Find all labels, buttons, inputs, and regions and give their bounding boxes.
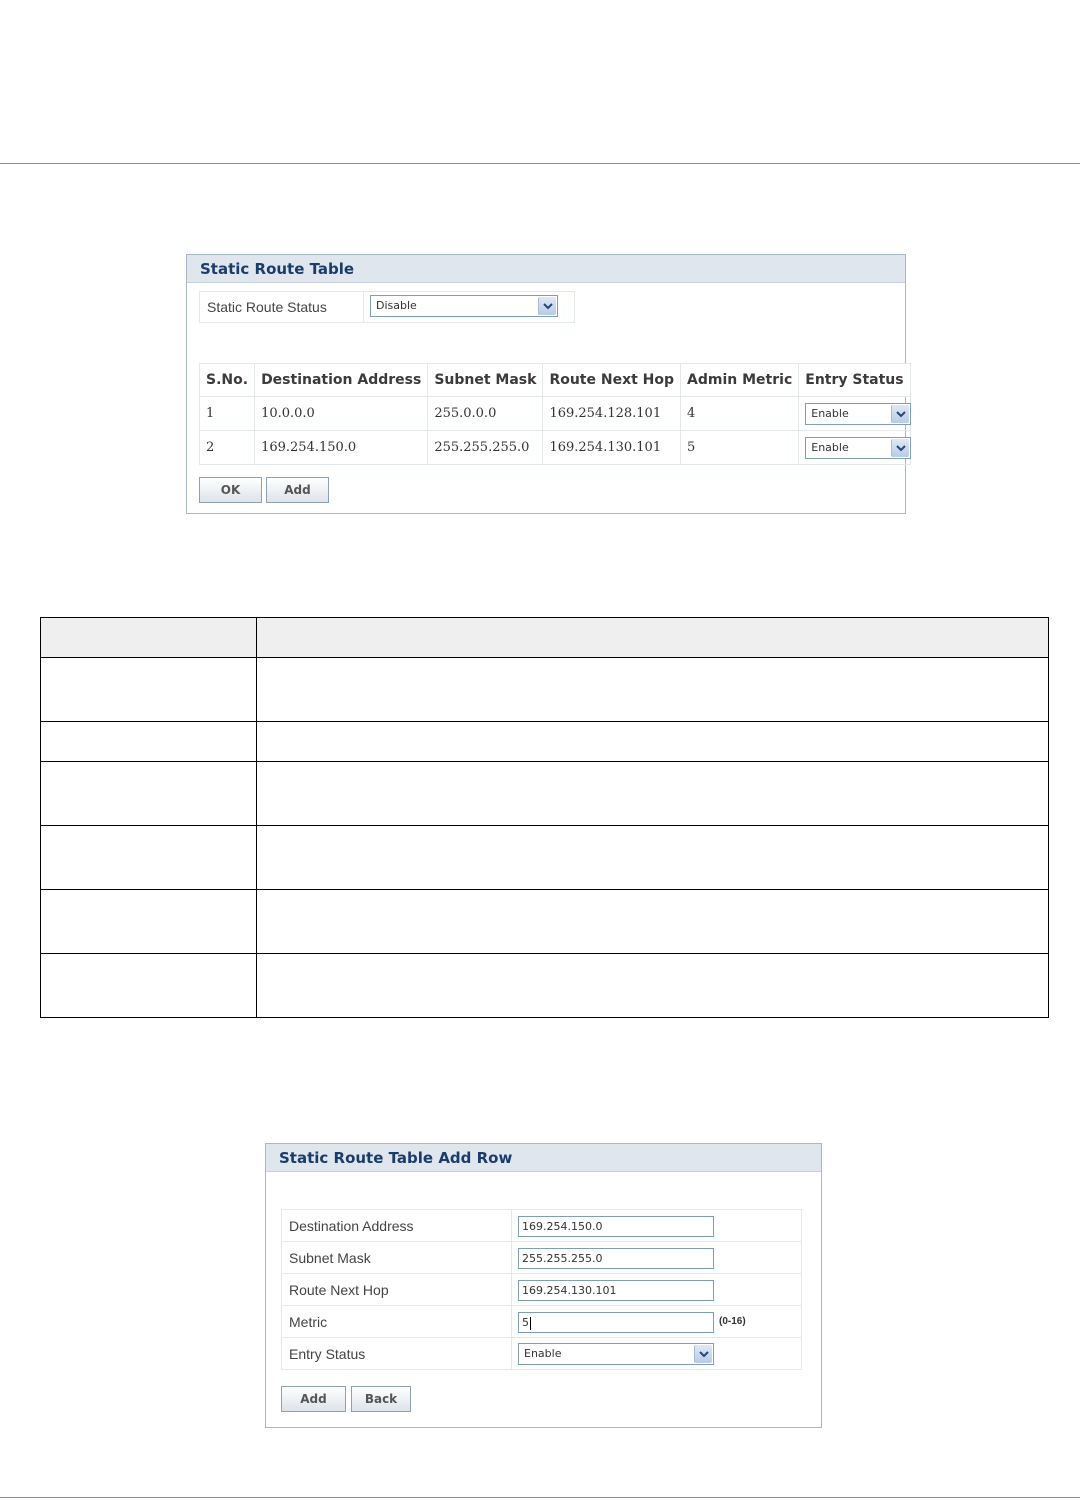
route-next-hop-cell (512, 1274, 802, 1306)
subnet-mask-label: Subnet Mask (282, 1242, 512, 1274)
static-route-add-row-panel (265, 1143, 822, 1428)
table-row (41, 826, 1049, 890)
cell-entry-status (799, 397, 910, 431)
route-next-hop-label: Route Next Hop (282, 1274, 512, 1306)
subnet-mask-cell (512, 1242, 802, 1274)
table-cell (257, 762, 1049, 826)
destination-address-label: Destination Address (282, 1210, 512, 1242)
destination-address-cell (512, 1210, 802, 1242)
entry-status-select[interactable] (805, 437, 911, 459)
table-cell (257, 618, 1049, 658)
cell-sno: 1 (200, 397, 255, 431)
table-cell (41, 722, 257, 762)
table-row (41, 954, 1049, 1018)
table-cell (257, 954, 1049, 1018)
column-header-entry-status: Entry Status (799, 364, 910, 397)
entry-status-label: Entry Status (282, 1338, 512, 1370)
routes-table (199, 363, 911, 465)
ok-button[interactable]: OK (199, 477, 262, 503)
table-row (41, 722, 1049, 762)
column-header-admin-metric: Admin Metric (681, 364, 799, 397)
cell-destination: 10.0.0.0 (255, 397, 428, 431)
static-route-table-panel (186, 254, 906, 514)
entry-status-select[interactable] (805, 403, 911, 425)
entry-status-cell (512, 1338, 802, 1370)
metric-cell (512, 1306, 802, 1338)
cell-next-hop: 169.254.130.101 (543, 431, 681, 465)
cell-sno: 2 (200, 431, 255, 465)
table-cell (41, 890, 257, 954)
cell-mask: 255.0.0.0 (428, 397, 543, 431)
chevron-down-icon[interactable] (694, 1345, 712, 1363)
table-cell (41, 762, 257, 826)
form-row-destination (282, 1210, 802, 1242)
table-cell (41, 658, 257, 722)
table-row (41, 890, 1049, 954)
table-header-row (41, 618, 1049, 658)
route-next-hop-input[interactable]: 169.254.130.101 (518, 1280, 714, 1301)
table-cell (257, 658, 1049, 722)
table-row (41, 762, 1049, 826)
destination-address-input[interactable]: 169.254.150.0 (518, 1216, 714, 1237)
static-route-status-label: Static Route Status (200, 292, 364, 322)
table-cell (257, 890, 1049, 954)
static-route-status-select[interactable] (370, 295, 558, 317)
panel-title: Static Route Table Add Row (266, 1144, 821, 1172)
form-row-entry-status (282, 1338, 802, 1370)
cell-mask: 255.255.255.0 (428, 431, 543, 465)
column-header-destination: Destination Address (255, 364, 428, 397)
chevron-down-icon[interactable] (538, 297, 556, 315)
back-button[interactable]: Back (351, 1386, 411, 1412)
add-button[interactable]: Add (266, 477, 329, 503)
metric-input[interactable] (518, 1312, 714, 1333)
panel-title: Static Route Table (187, 255, 905, 283)
chevron-down-icon[interactable] (891, 439, 909, 457)
table-row (41, 658, 1049, 722)
metric-range-hint: (0-16) (719, 1316, 746, 1327)
table-cell (41, 954, 257, 1018)
form-row-metric (282, 1306, 802, 1338)
table-cell (41, 618, 257, 658)
form-row-mask (282, 1242, 802, 1274)
table-header-row (200, 364, 911, 397)
table-cell (41, 826, 257, 890)
description-table (40, 617, 1049, 1018)
table-row (200, 397, 911, 431)
bottom-divider (0, 1497, 1080, 1498)
column-header-mask: Subnet Mask (428, 364, 543, 397)
cell-metric: 4 (681, 397, 799, 431)
subnet-mask-input[interactable]: 255.255.255.0 (518, 1248, 714, 1269)
cell-metric: 5 (681, 431, 799, 465)
entry-status-value: Enable (524, 1347, 562, 1360)
static-route-status-value: Disable (376, 299, 417, 312)
add-row-form (281, 1209, 802, 1370)
entry-status-select[interactable] (518, 1343, 714, 1365)
metric-label: Metric (282, 1306, 512, 1338)
cell-next-hop: 169.254.128.101 (543, 397, 681, 431)
text-cursor (530, 1317, 531, 1330)
cell-destination: 169.254.150.0 (255, 431, 428, 465)
column-header-sno: S.No. (200, 364, 255, 397)
table-row (200, 431, 911, 465)
table-cell (257, 826, 1049, 890)
entry-status-value: Enable (811, 441, 849, 454)
metric-value: 5 (522, 1316, 529, 1329)
chevron-down-icon[interactable] (891, 405, 909, 423)
table-cell (257, 722, 1049, 762)
add-button[interactable]: Add (281, 1386, 346, 1412)
static-route-status-row (199, 291, 575, 323)
cell-entry-status (799, 431, 910, 465)
column-header-next-hop: Route Next Hop (543, 364, 681, 397)
top-divider (0, 163, 1080, 164)
entry-status-value: Enable (811, 407, 849, 420)
form-row-next-hop (282, 1274, 802, 1306)
